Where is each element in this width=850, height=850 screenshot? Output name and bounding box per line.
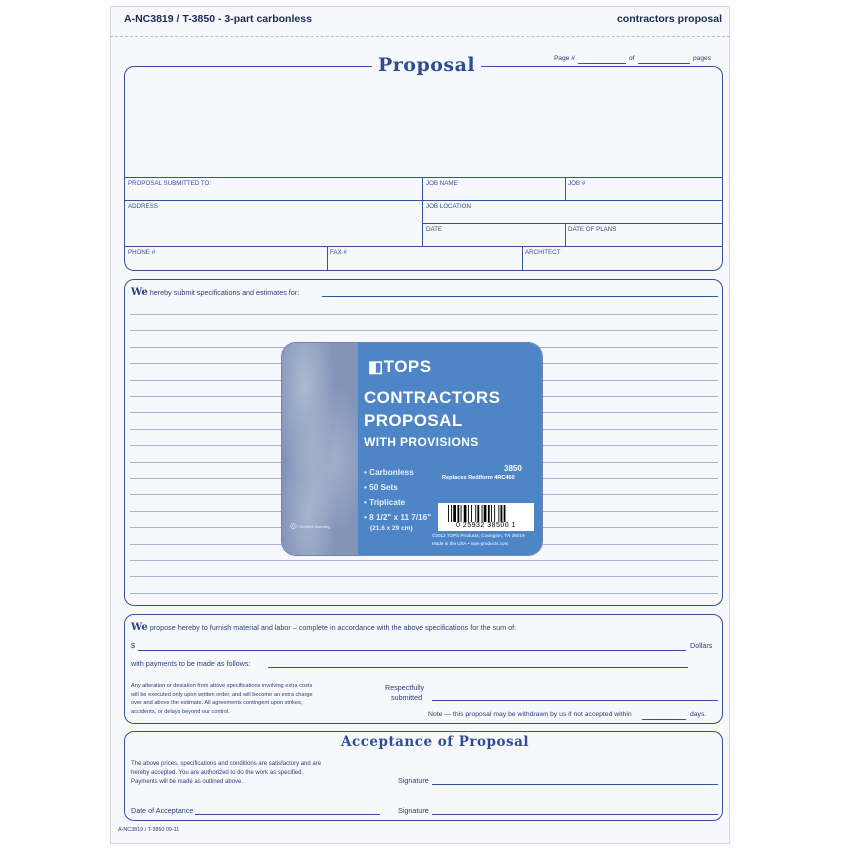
grid-line [125, 200, 723, 201]
product-label-sticker [282, 343, 542, 555]
date-of-acceptance-label: Date of Acceptance [131, 806, 194, 815]
propose-text: propose hereby to furnish material and labor – complete in accordance with the above specifications for the sum of: [149, 623, 517, 632]
replaces-note: Replaces Rediform 4RC460 [442, 475, 515, 481]
fine-print-line: over and above the estimate. All agreements contingent upon strikes, [131, 700, 303, 707]
feature-text: Carbonless [369, 468, 414, 477]
tops-logo [368, 357, 432, 377]
ruled-line [130, 593, 718, 594]
page-number-field[interactable] [578, 63, 626, 64]
label-line-1: CONTRACTORS [364, 388, 501, 407]
feature-metric-size: (21.6 x 29 cm) [370, 525, 413, 532]
ruled-line [130, 314, 718, 315]
made-in-line: Made in the USA • tops-products.com [432, 541, 509, 546]
header-product-code: A-NC3819 / T-3850 - 3-part carbonless [124, 13, 312, 25]
days-field[interactable] [642, 719, 686, 720]
proposal-box [124, 66, 723, 271]
date-of-acceptance-field[interactable] [195, 814, 380, 815]
feature-text: Triplicate [369, 498, 406, 507]
sum-field[interactable] [138, 650, 686, 651]
ruled-line [130, 576, 718, 577]
days-label: days. [690, 711, 707, 718]
job-number-label[interactable]: JOB # [568, 180, 586, 187]
total-pages-field[interactable] [638, 63, 690, 64]
ruled-line [130, 560, 718, 561]
grid-line [125, 177, 723, 178]
acceptance-line: hereby accepted. You are authorized to do the work as specified. [131, 770, 304, 776]
page-number-label: Page # [554, 55, 575, 62]
respectfully-label: Respectfully [385, 683, 425, 692]
signature-label-2: Signature [398, 806, 429, 815]
signature-field-1[interactable] [432, 784, 718, 785]
specifications-prefix: We [131, 287, 148, 298]
tops-mark-icon: ◧ [368, 359, 384, 376]
payments-label: with payments to be made as follows: [131, 659, 251, 668]
job-name-label[interactable]: JOB NAME [426, 180, 458, 187]
grid-line [565, 177, 566, 200]
acceptance-line: Payments will be made as outlined above. [131, 779, 244, 785]
signature-label-1: Signature [398, 776, 429, 785]
feature-triplicate: • Triplicate [364, 498, 406, 507]
label-line-2: PROPOSAL [364, 411, 463, 430]
submitted-label: submitted [391, 693, 423, 702]
payments-field[interactable] [268, 667, 688, 668]
acceptance-title: Acceptance of Proposal [341, 734, 529, 750]
fine-print-line: Any alteration or deviation from above specifications involving extra costs [131, 683, 313, 689]
submitted-to-label[interactable]: PROPOSAL SUBMITTED TO: [128, 180, 212, 187]
acceptance-line: The above prices, specifications and conditions are satisfactory and are [131, 761, 322, 767]
grid-line [125, 246, 723, 247]
grid-line [422, 223, 723, 224]
specifications-intro [131, 287, 299, 298]
ruled-line [130, 330, 718, 331]
header-form-name: contractors proposal [616, 13, 722, 25]
architect-label[interactable]: ARCHITECT [525, 249, 561, 256]
propose-prefix: We [131, 622, 148, 633]
grid-line [565, 223, 566, 246]
dollar-sign: $ [131, 641, 135, 650]
fine-print-line: will be executed only upon written order, and will become an extra charge [131, 691, 313, 698]
feature-text: 8 1/2" x 11 7/16" [369, 513, 432, 522]
certification-text: Certified Sourcing [298, 524, 330, 529]
brand-name: TOPS [383, 357, 432, 376]
certification-logo [290, 521, 330, 530]
specifications-line[interactable] [322, 296, 718, 297]
propose-intro [131, 622, 516, 633]
date-label[interactable]: DATE [426, 226, 443, 233]
date-of-plans-label[interactable]: DATE OF PLANS [568, 226, 617, 233]
pages-label: pages [693, 55, 711, 62]
phone-label[interactable]: PHONE # [128, 249, 156, 256]
label-line-3: WITH PROVISIONS [364, 435, 479, 449]
job-location-label[interactable]: JOB LOCATION [426, 203, 471, 210]
specifications-text: hereby submit specifications and estimates for: [149, 288, 300, 297]
copyright-line: ©2012 TOPS Products, Covington, TN 38019 [432, 533, 525, 538]
fax-label[interactable]: FAX # [330, 249, 347, 256]
grid-line [327, 246, 328, 271]
withdrawal-note: Note — this proposal may be withdrawn by us if not accepted within [428, 711, 632, 718]
acceptance-text [131, 760, 321, 787]
address-label[interactable]: ADDRESS [128, 203, 158, 210]
feature-carbonless: • Carbonless [364, 468, 414, 477]
feature-sets: • 50 Sets [364, 483, 398, 492]
submitted-signature-field[interactable] [432, 700, 718, 701]
globe-icon: ◎ [290, 521, 297, 530]
feature-size: • 8 1/2" x 11 7/16" [364, 513, 432, 522]
fine-print-line: accidents, or delays beyond our control. [131, 708, 230, 715]
feature-text: 50 Sets [369, 483, 398, 492]
proposal-title: Proposal [372, 54, 481, 76]
of-label: of [629, 55, 635, 62]
barcode-number: 0 25932 38500 1 [439, 522, 533, 529]
grid-line [422, 177, 423, 246]
grid-line [522, 246, 523, 271]
model-number: 3850 [504, 464, 522, 473]
signature-field-2[interactable] [432, 814, 718, 815]
fine-print [131, 682, 313, 716]
footer-code: A-NC3819 / T-3850 09-11 [118, 827, 180, 833]
perforation-line [110, 36, 730, 37]
dollars-label: Dollars [690, 641, 713, 650]
